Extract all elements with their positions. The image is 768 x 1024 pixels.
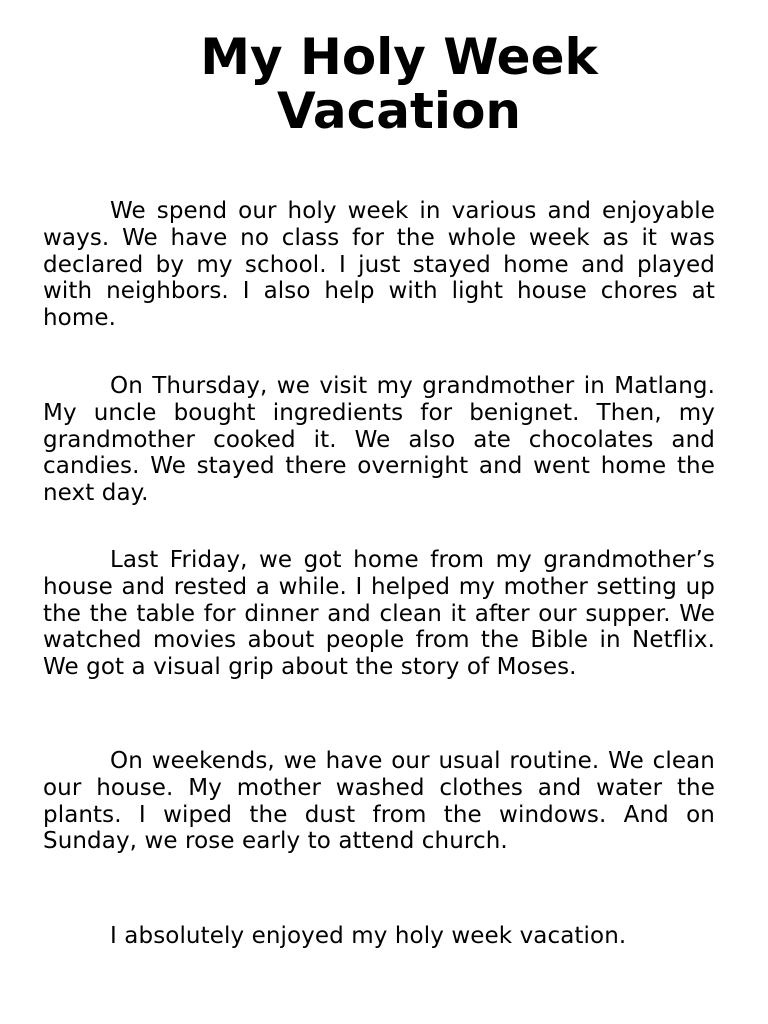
paragraph-5: I absolutely enjoyed my holy week vacation.: [110, 923, 627, 949]
paragraph-4: On weekends, we have our usual routine. We clean our house. My mother washed clothes and water the plants. I wiped the dust from the windows. And on Sunday, we rose early to attend church.: [43, 748, 715, 855]
page-title: [0, 30, 768, 138]
paragraph-1: We spend our holy week in various and enjoyable ways. We have no class for the whole week as it was declared by my school. I just stayed home and played with neighbors. I also help with light house chores at home.: [43, 198, 715, 332]
title-line-1: My Holy Week: [200, 28, 598, 86]
paragraph-2: On Thursday, we visit my grandmother in Matlang. My uncle bought ingredients for benignet. Then, my grandmother cooked it. We also ate chocolates and candies. We stayed there overnight and went home the next day.: [43, 373, 715, 507]
title-line-2: Vacation: [276, 82, 522, 140]
paragraph-3: Last Friday, we got home from my grandmother’s house and rested a while. I helped my mother setting up the the table for dinner and clean it after our supper. We watched movies about people from the Bible in Netflix. We got a visual grip about the story of Moses.: [43, 547, 715, 681]
